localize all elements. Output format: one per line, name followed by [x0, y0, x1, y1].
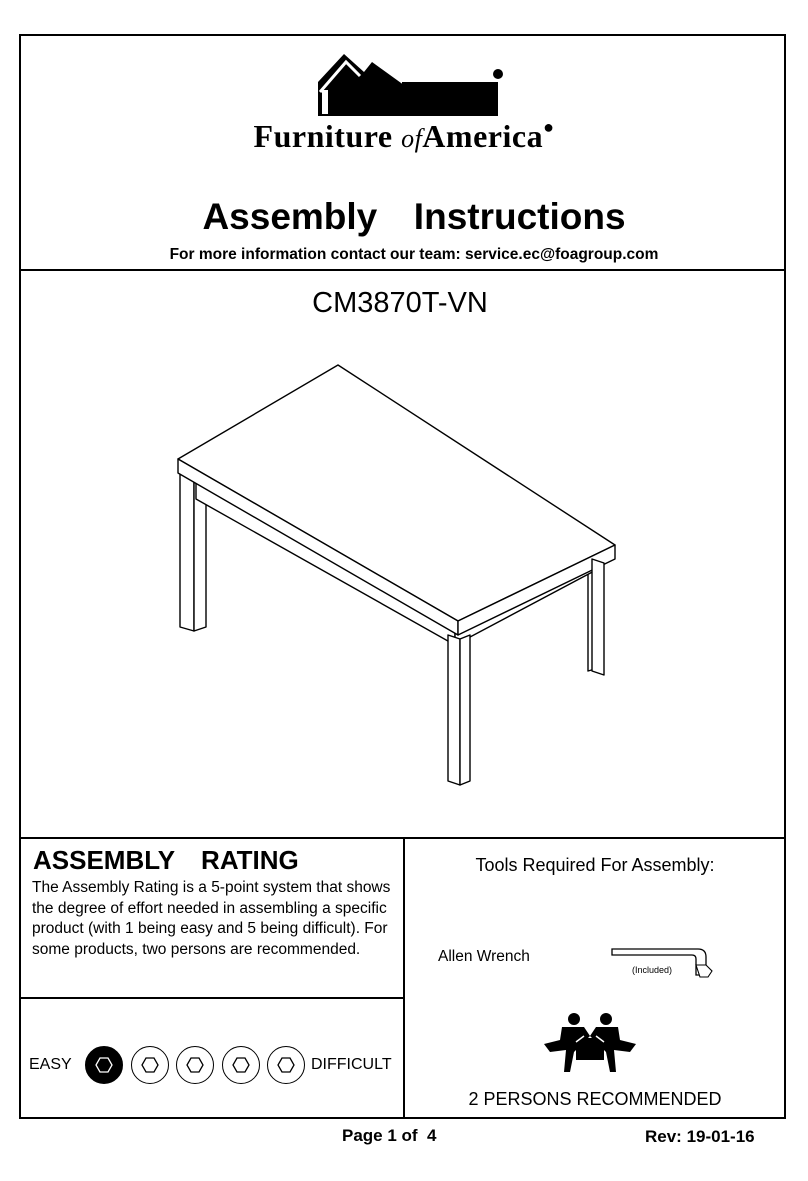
brand-name: Furniture ofAmerica● [253, 117, 555, 154]
assembly-rating-heading: ASSEMBLY RATING [33, 845, 299, 875]
tools-heading: Tools Required For Assembly: [475, 855, 715, 875]
hex-icon [141, 1056, 159, 1074]
rating-circle [267, 1046, 305, 1084]
house-logo-icon [316, 50, 506, 122]
page-number: Page 1 of 4 [342, 1126, 437, 1145]
divider-header [19, 269, 786, 271]
table-drawing [170, 355, 630, 795]
rating-circle [131, 1046, 169, 1084]
easy-label: EASY [29, 1056, 72, 1073]
assembly-rating-description: The Assembly Rating is a 5-point system that shows the degree of effort needed in assembling a specific product (with 1 being easy and 5 being difficult). For some products, two persons are recommended. [32, 879, 391, 958]
persons-recommended: 2 PERSONS RECOMMENDED [468, 1089, 722, 1109]
page-title: Assembly Instructions [202, 196, 626, 237]
hex-icon [186, 1056, 204, 1074]
hex-icon [277, 1056, 295, 1074]
tool-name: Allen Wrench [438, 948, 530, 965]
allen-wrench-icon [610, 945, 716, 981]
divider-rating [19, 997, 405, 999]
difficult-label: DIFFICULT [311, 1056, 392, 1073]
tool-included-note: (Included) [632, 965, 673, 975]
rating-circle [222, 1046, 260, 1084]
divider-vertical [403, 837, 405, 1119]
rating-circle [176, 1046, 214, 1084]
hex-icon [95, 1056, 113, 1074]
model-number: CM3870T-VN [312, 287, 488, 319]
hex-icon [232, 1056, 250, 1074]
rating-circle [85, 1046, 123, 1084]
two-persons-icon [540, 1012, 640, 1074]
contact-info: For more information contact our team: service.ec@foagroup.com [169, 246, 659, 263]
revision-date: Rev: 19-01-16 [645, 1127, 755, 1146]
